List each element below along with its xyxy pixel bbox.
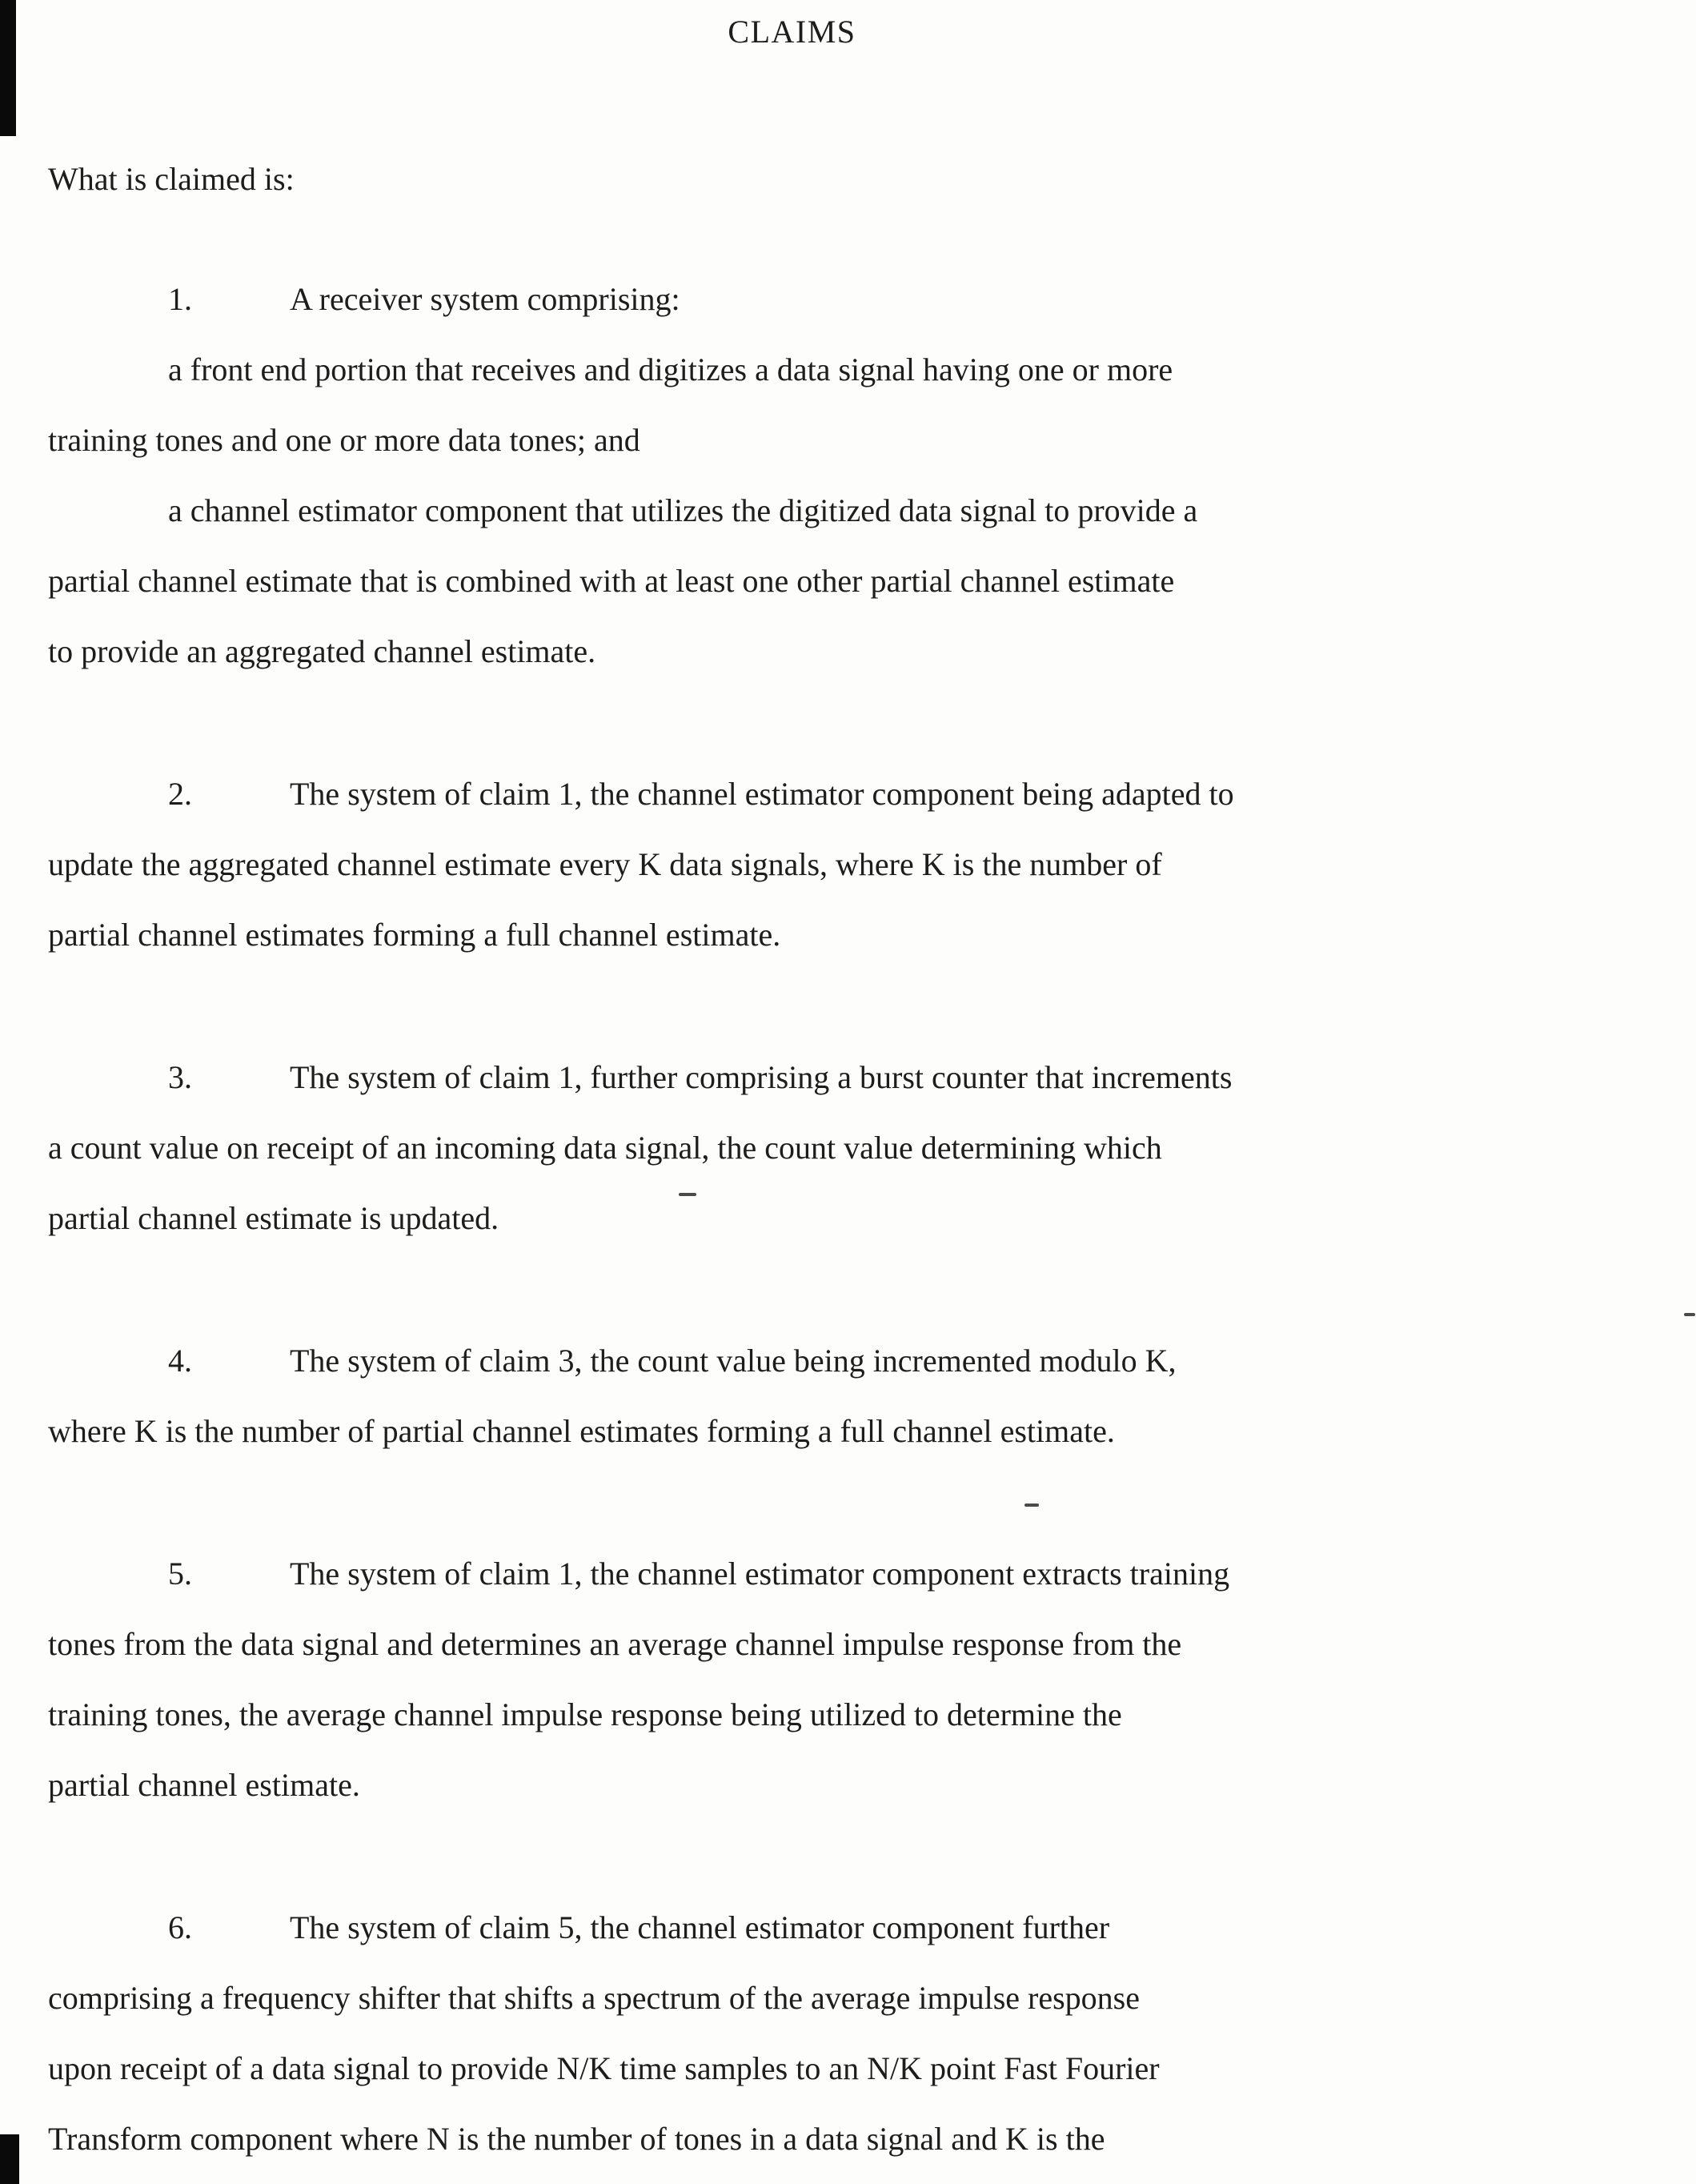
claim-text: The system of claim 5, the channel estimator component further comprising a frequency shifter that shifts a spectrum of the average impulse response upon receipt of a data signal to provide N/K time samples to an N/K point Fast Fourier Transform component where N is the number of tones in a data signal and K is the: [48, 1909, 1160, 2157]
claim-paragraph: [48, 264, 1536, 335]
claim-2: [48, 759, 1536, 970]
claim-text: A receiver system comprising:: [290, 281, 680, 317]
claim-number: 3.: [168, 1059, 192, 1095]
claim-text: The system of claim 1, the channel estimator component being adapted to update the aggregated channel estimate every K data signals, where K is the number of partial channel estimates forming a full channel estimate.: [48, 776, 1234, 953]
claim-paragraph: [48, 759, 1536, 970]
claim-paragraph: [48, 1893, 1536, 2174]
claim-number: 6.: [168, 1909, 192, 1945]
scan-artifact-mark: [679, 1193, 696, 1196]
claim-4: [48, 1326, 1536, 1467]
claim-text: a front end portion that receives and digitizes a data signal having one or more training tones and one or more data tones; and: [48, 351, 1173, 458]
claim-text: The system of claim 1, further comprising a burst counter that increments a count value on receipt of an incoming data signal, the count value determining which partial channel estimate is updated.: [48, 1059, 1233, 1236]
claim-paragraph: [48, 476, 1536, 687]
scan-artifact-mark: [1024, 1504, 1039, 1507]
page-title: CLAIMS: [728, 14, 856, 50]
claim-paragraph: [48, 1326, 1536, 1467]
scan-artifact-bottom-bar: [0, 2134, 19, 2184]
claim-6: [48, 1893, 1536, 2174]
claim-number: 4.: [168, 1343, 192, 1379]
claim-number: 2.: [168, 776, 192, 812]
claim-5: [48, 1539, 1536, 1821]
claim-text: The system of claim 1, the channel estimator component extracts training tones from the data signal and determines an average channel impulse response from the training tones, the average channel impulse response being utilized to determine the partial channel estimate.: [48, 1556, 1230, 1803]
scan-artifact-mark: [1684, 1313, 1695, 1316]
claim-text: The system of claim 3, the count value being incremented modulo K, where K is the number of partial channel estimates forming a full channel estimate.: [48, 1343, 1177, 1449]
claim-text: a channel estimator component that utilizes the digitized data signal to provide a partial channel estimate that is combined with at least one other partial channel estimate to provide an aggregated channel estimate.: [48, 492, 1198, 669]
scan-artifact-top-bar: [0, 0, 16, 136]
claims-list: [48, 264, 1536, 2174]
claim-number: 1.: [168, 281, 192, 317]
claim-paragraph: [48, 1539, 1536, 1821]
claim-paragraph: [48, 1042, 1536, 1254]
claims-preamble: What is claimed is:: [48, 161, 295, 197]
claim-1: [48, 264, 1536, 687]
claim-3: [48, 1042, 1536, 1254]
claim-number: 5.: [168, 1556, 192, 1592]
claim-paragraph: [48, 335, 1536, 476]
